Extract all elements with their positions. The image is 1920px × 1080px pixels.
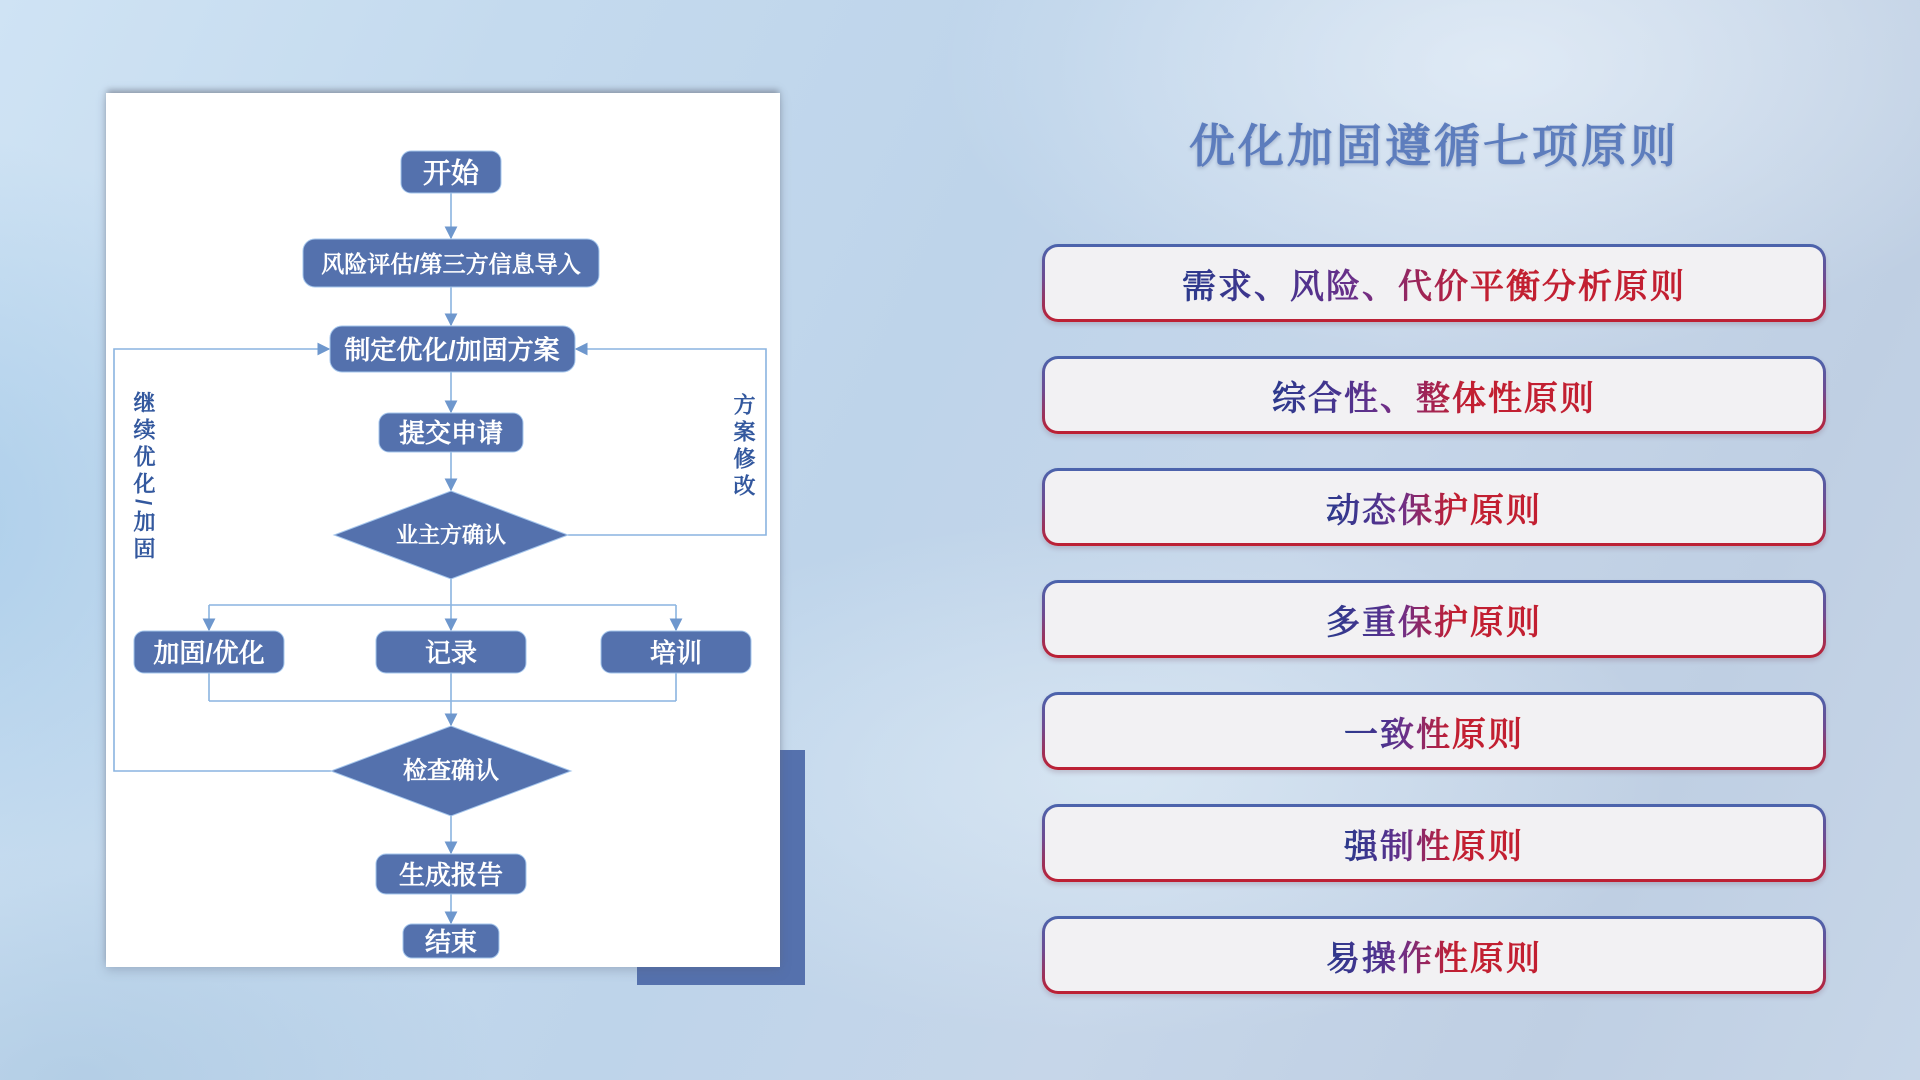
principle-label: 一致性原则 (1344, 707, 1524, 756)
flow-node-submit (379, 413, 523, 452)
loop-label-continue: 继续优化/加固 (131, 391, 156, 565)
svg-text:加固/优化: 加固/优化 (153, 638, 265, 668)
principle-item (1042, 692, 1826, 770)
flowchart-card (106, 93, 780, 967)
flow-node-end (403, 924, 499, 958)
principle-label: 动态保护原则 (1326, 483, 1542, 532)
flow-node-report (376, 854, 526, 894)
flow-node-start (401, 151, 501, 193)
svg-text:生成报告: 生成报告 (398, 860, 504, 890)
svg-text:结束: 结束 (424, 927, 478, 957)
principle-label: 多重保护原则 (1326, 595, 1542, 644)
principle-label: 综合性、整体性原则 (1272, 371, 1596, 420)
principles-list (1042, 244, 1826, 994)
principle-item (1042, 804, 1826, 882)
flowchart (106, 93, 780, 967)
svg-text:培训: 培训 (649, 638, 703, 668)
svg-text:记录: 记录 (424, 638, 478, 668)
svg-text:提交申请: 提交申请 (398, 418, 504, 448)
svg-text:风险评估/第三方信息导入: 风险评估/第三方信息导入 (321, 251, 581, 277)
flow-node-check-confirm (331, 726, 571, 816)
principle-label: 强制性原则 (1344, 819, 1524, 868)
flow-node-record (376, 631, 526, 673)
principle-item (1042, 356, 1826, 434)
flow-node-risk (303, 239, 599, 287)
svg-text:检查确认: 检查确认 (403, 757, 499, 785)
flow-node-reinforce (134, 631, 284, 673)
flow-node-training (601, 631, 751, 673)
loop-label-revise: 方案修改 (731, 393, 756, 501)
svg-text:业主方确认: 业主方确认 (395, 522, 507, 548)
principle-item (1042, 244, 1826, 322)
principle-item (1042, 916, 1826, 994)
page-title: 优化加固遵循七项原则 (1189, 120, 1679, 172)
principle-item (1042, 580, 1826, 658)
principle-item (1042, 468, 1826, 546)
flow-node-plan (330, 326, 575, 372)
flow-node-owner-confirm (334, 491, 568, 579)
principle-label: 需求、风险、代价平衡分析原则 (1182, 259, 1686, 308)
principle-label: 易操作性原则 (1326, 931, 1542, 980)
svg-text:开始: 开始 (422, 157, 480, 189)
svg-text:制定优化/加固方案: 制定优化/加固方案 (344, 335, 560, 365)
